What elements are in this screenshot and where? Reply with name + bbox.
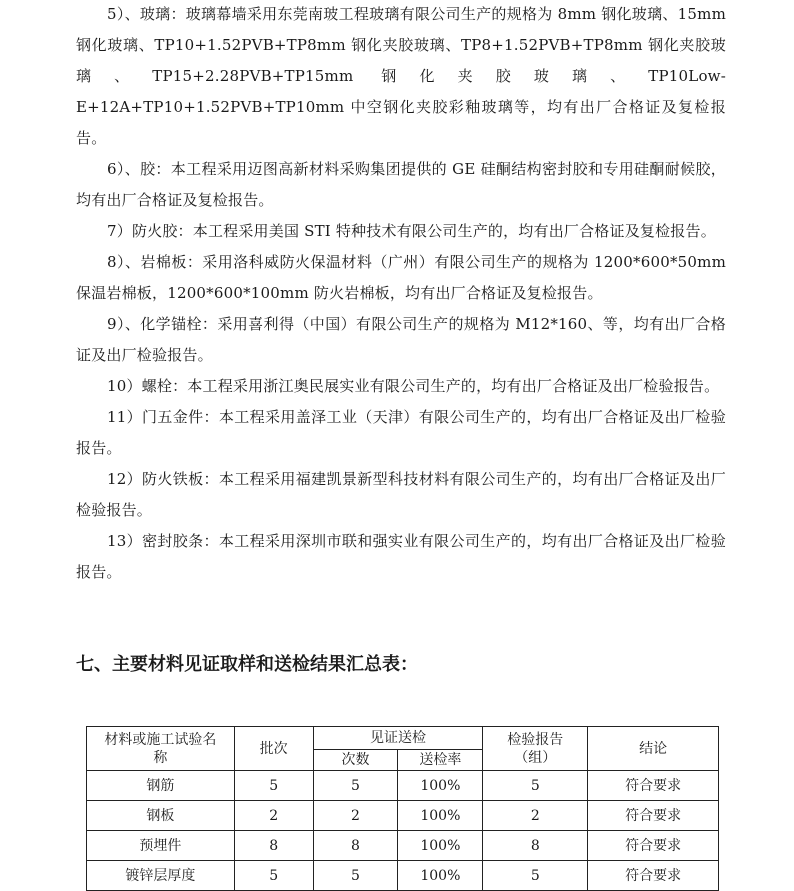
cell-rate: 100% [398, 861, 483, 891]
paragraph-sealant: 6）、胶：本工程采用迈图高新材料采购集团提供的 GE 硅酮结构密封胶和专用硅酮耐候胶，均有出厂合格证及复检报告。 [76, 160, 726, 209]
cell-name: 钢筋 [87, 771, 235, 801]
paragraph-rock-wool: 8）、岩棉板：采用洛科威防火保温材料（广州）有限公司生产的规格为 1200*600*50mm 保温岩棉板，1200*600*100mm 防火岩棉板，均有出厂合格证及复检报告。 [76, 253, 726, 302]
cell-conclusion: 符合要求 [588, 801, 719, 831]
table-row [87, 861, 719, 891]
cell-rate: 100% [398, 801, 483, 831]
header-conclusion: 结论 [588, 727, 719, 771]
header-batches: 批次 [234, 727, 313, 771]
cell-batches: 2 [234, 801, 313, 831]
cell-report: 8 [483, 831, 588, 861]
cell-name: 钢板 [87, 801, 235, 831]
cell-batches: 5 [234, 861, 313, 891]
table-row [87, 771, 719, 801]
paragraph-glass: 5）、玻璃：玻璃幕墙采用东莞南玻工程玻璃有限公司生产的规格为 8mm 钢化玻璃、15mm 钢化玻璃、TP10+1.52PVB+TP8mm 钢化夹胶玻璃、TP8+1.52PVB+TP8mm 钢化夹胶玻璃、TP15+2.28PVB+TP15mm 钢化夹胶玻璃、TP10Low-E+12A+TP10+1.52PVB+TP10mm 中空钢化夹胶彩釉玻璃等，均有出厂合格证及复检报告。 [76, 5, 726, 147]
cell-conclusion: 符合要求 [588, 831, 719, 861]
header-witness-count: 次数 [313, 750, 398, 771]
paragraph-seal-strip: 13）密封胶条：本工程采用深圳市联和强实业有限公司生产的，均有出厂合格证及出厂检验报告。 [76, 532, 726, 581]
cell-rate: 100% [398, 831, 483, 861]
document-body [76, 0, 726, 588]
table-row [87, 831, 719, 861]
cell-conclusion: 符合要求 [588, 861, 719, 891]
cell-rate: 100% [398, 771, 483, 801]
cell-name: 预埋件 [87, 831, 235, 861]
header-report: 检验报告（组） [483, 727, 588, 771]
cell-report: 5 [483, 861, 588, 891]
paragraph-fire-sealant: 7）防火胶：本工程采用美国 STI 特种技术有限公司生产的，均有出厂合格证及复检报告。 [107, 222, 716, 240]
paragraph-door-hardware: 11）门五金件：本工程采用盖泽工业（天津）有限公司生产的，均有出厂合格证及出厂检验报告。 [76, 408, 726, 457]
table-row [87, 801, 719, 831]
cell-count: 8 [313, 831, 398, 861]
cell-count: 5 [313, 861, 398, 891]
cell-count: 5 [313, 771, 398, 801]
cell-conclusion: 符合要求 [588, 771, 719, 801]
header-witness: 见证送检 [313, 727, 483, 750]
cell-report: 2 [483, 801, 588, 831]
results-table [86, 726, 719, 891]
cell-report: 5 [483, 771, 588, 801]
paragraph-fire-steel-plate: 12）防火铁板：本工程采用福建凯景新型科技材料有限公司生产的，均有出厂合格证及出厂检验报告。 [76, 470, 726, 519]
cell-batches: 8 [234, 831, 313, 861]
table-header-row [87, 727, 719, 750]
header-name: 材料或施工试验名称 [87, 727, 235, 771]
cell-name: 镀锌层厚度 [87, 861, 235, 891]
cell-count: 2 [313, 801, 398, 831]
section-heading: 七、主要材料见证取样和送检结果汇总表： [76, 654, 418, 675]
cell-batches: 5 [234, 771, 313, 801]
header-witness-rate: 送检率 [398, 750, 483, 771]
paragraph-chemical-anchor: 9）、化学锚栓：采用喜利得（中国）有限公司生产的规格为 M12*160、等，均有出厂合格证及出厂检验报告。 [76, 315, 726, 364]
paragraph-bolts: 10）螺栓：本工程采用浙江奥民展实业有限公司生产的，均有出厂合格证及出厂检验报告。 [107, 377, 720, 395]
